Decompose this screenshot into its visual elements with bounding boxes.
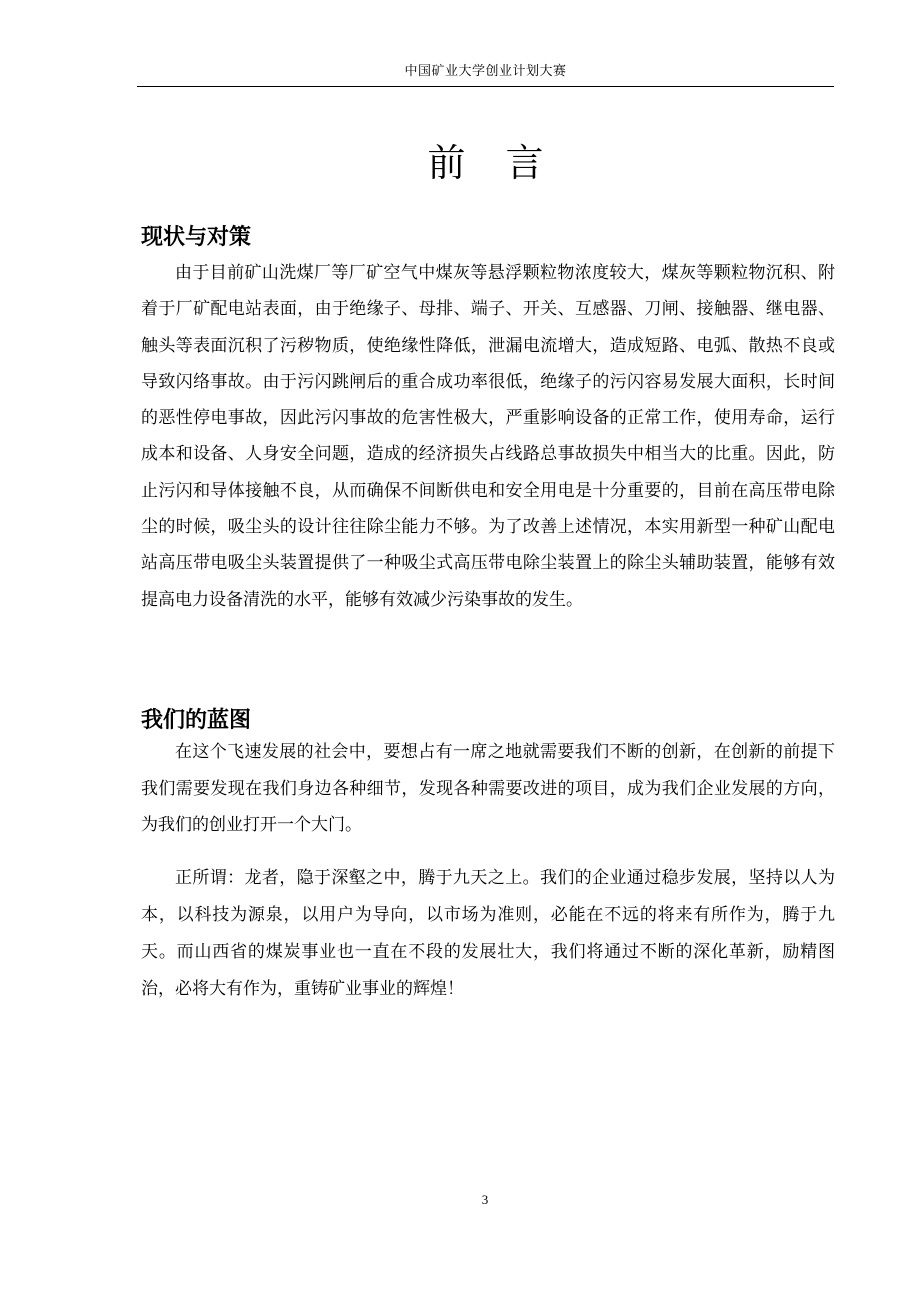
paragraph-blueprint-2: 正所谓：龙者，隐于深壑之中，腾于九天之上。我们的企业通过稳步发展，坚持以人为本，以科技为源泉，以用户为导向，以市场为准则，必能在不远的将来有所作为，腾于九天。而山西省的煤炭事业也一直在不段的发展壮大，我们将通过不断的深化革新，励精图治，必将大有作为，重铸矿业事业的辉煌！: [141, 868, 835, 999]
paragraph-blueprint-1: 在这个飞速发展的社会中，要想占有一席之地就需要我们不断的创新，在创新的前提下我们需要发现在我们身边各种细节，发现各种需要改进的项目，成为我们企业发展的方向，为我们的创业打开一个大门。: [141, 742, 835, 835]
page-title: 前言: [427, 141, 584, 186]
page-number: 3: [481, 1192, 489, 1207]
paragraph-current-status: 由于目前矿山洗煤厂等厂矿空气中煤灰等悬浮颗粒物浓度较大，煤灰等颗粒物沉积、附着于厂矿配电站表面，由于绝缘子、母排、端子、开关、互感器、刀闸、接触器、继电器、触头等表面沉积了污秽物质，使绝缘性降低，泄漏电流增大，造成短路、电弧、散热不良或导致闪络事故。由于污闪跳闸后的重合成功率很低，绝缘子的污闪容易发展大面积，长时间的恶性停电事故，因此污闪事故的危害性极大，严重影响设备的正常工作，使用寿命，运行成本和设备、人身安全问题，造成的经济损失占线路总事故损失中相当大的比重。因此，防止污闪和导体接触不良，从而确保不间断供电和安全用电是十分重要的，目前在高压带电除尘的时候，吸尘头的设计往往除尘能力不够。为了改善上述情况，本实用新型一种矿山配电站高压带电吸尘头装置提供了一种吸尘式高压带电除尘装置上的除尘头辅助装置，能够有效提高电力设备清洗的水平，能够有效减少污染事故的发生。: [141, 263, 835, 610]
header-title: 中国矿业大学创业计划大赛: [404, 64, 567, 79]
page-header: [137, 62, 834, 87]
section-heading-current-status: 现状与对策: [141, 225, 252, 251]
section-heading-blueprint: 我们的蓝图: [141, 708, 252, 734]
